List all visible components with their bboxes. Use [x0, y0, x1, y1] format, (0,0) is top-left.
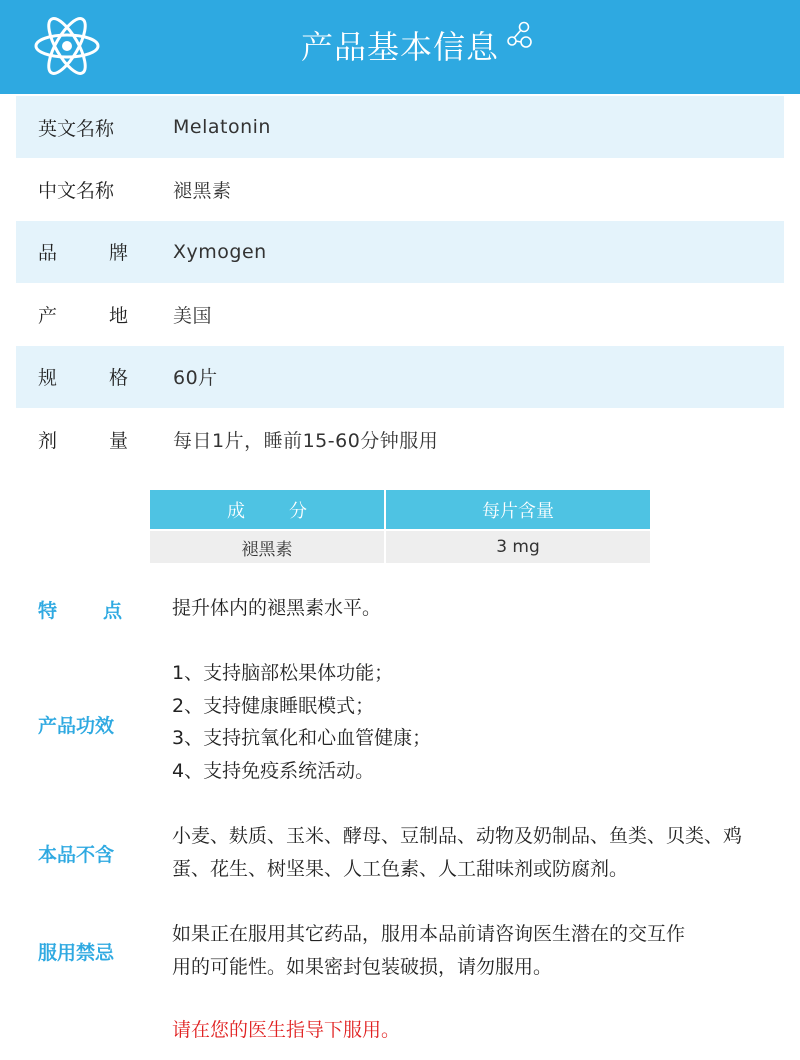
info-row-origin — [16, 283, 784, 345]
feature-text: 提升体内的褪黑素水平。 — [172, 597, 382, 619]
page-title: 产品基本信息 — [300, 28, 499, 66]
caution-line: 用的可能性。如果密封包装破损，请勿服用。 — [172, 955, 553, 978]
efficacy-item: 4、支持免疫系统活动。 — [172, 759, 375, 782]
header-banner — [0, 0, 800, 94]
info-value: Xymogen — [173, 240, 267, 263]
composition-header-row — [150, 490, 650, 529]
excludes-line: 蛋、花生、树坚果、人工色素、人工甜味剂或防腐剂。 — [172, 857, 629, 880]
efficacy-item: 2、支持健康睡眠模式； — [172, 694, 375, 717]
feature-label: 特 点 — [38, 600, 122, 622]
info-label: 英文名称 — [38, 117, 115, 140]
info-row-english-name — [16, 96, 784, 158]
excludes-label: 本品不含 — [38, 844, 115, 866]
basic-info-table — [16, 96, 784, 470]
info-label: 中文名称 — [38, 180, 115, 203]
efficacy-label: 产品功效 — [38, 715, 115, 737]
info-value: 每日1片，睡前15-60分钟服用 — [173, 429, 439, 452]
info-row-spec — [16, 346, 784, 408]
info-label: 规 格 — [38, 367, 128, 390]
caution-text — [172, 918, 762, 983]
composition-row — [150, 531, 650, 563]
excludes-line: 小麦、麸质、玉米、酵母、豆制品、动物及奶制品、鱼类、贝类、鸡 — [172, 825, 743, 847]
doctor-warning: 请在您的医生指导下服用。 — [172, 1019, 401, 1041]
composition-amount: 3 mg — [386, 531, 650, 563]
caution-label: 服用禁忌 — [38, 942, 115, 964]
composition-header-amount: 每片含量 — [386, 490, 650, 529]
info-row-brand — [16, 221, 784, 283]
info-value: 褪黑素 — [173, 180, 232, 203]
info-value: 美国 — [173, 304, 213, 327]
info-value: Melatonin — [173, 116, 271, 139]
excludes-text — [172, 820, 762, 885]
composition-table — [150, 490, 650, 563]
efficacy-list — [172, 657, 762, 787]
info-label: 产 地 — [38, 304, 128, 327]
info-row-chinese-name — [16, 158, 784, 220]
efficacy-item: 1、支持脑部松果体功能； — [172, 662, 394, 684]
efficacy-item: 3、支持抗氧化和心血管健康； — [172, 727, 432, 749]
info-label: 剂 量 — [38, 429, 128, 452]
info-value: 60片 — [173, 367, 218, 390]
caution-line: 如果正在服用其它药品，服用本品前请咨询医生潜在的交互作 — [172, 923, 686, 945]
info-label: 品 牌 — [38, 242, 128, 265]
composition-header-ingredient: 成分 — [150, 490, 384, 529]
bubbles-icon — [504, 20, 534, 50]
composition-ingredient: 褪黑素 — [150, 531, 384, 563]
info-row-dosage — [16, 408, 784, 470]
